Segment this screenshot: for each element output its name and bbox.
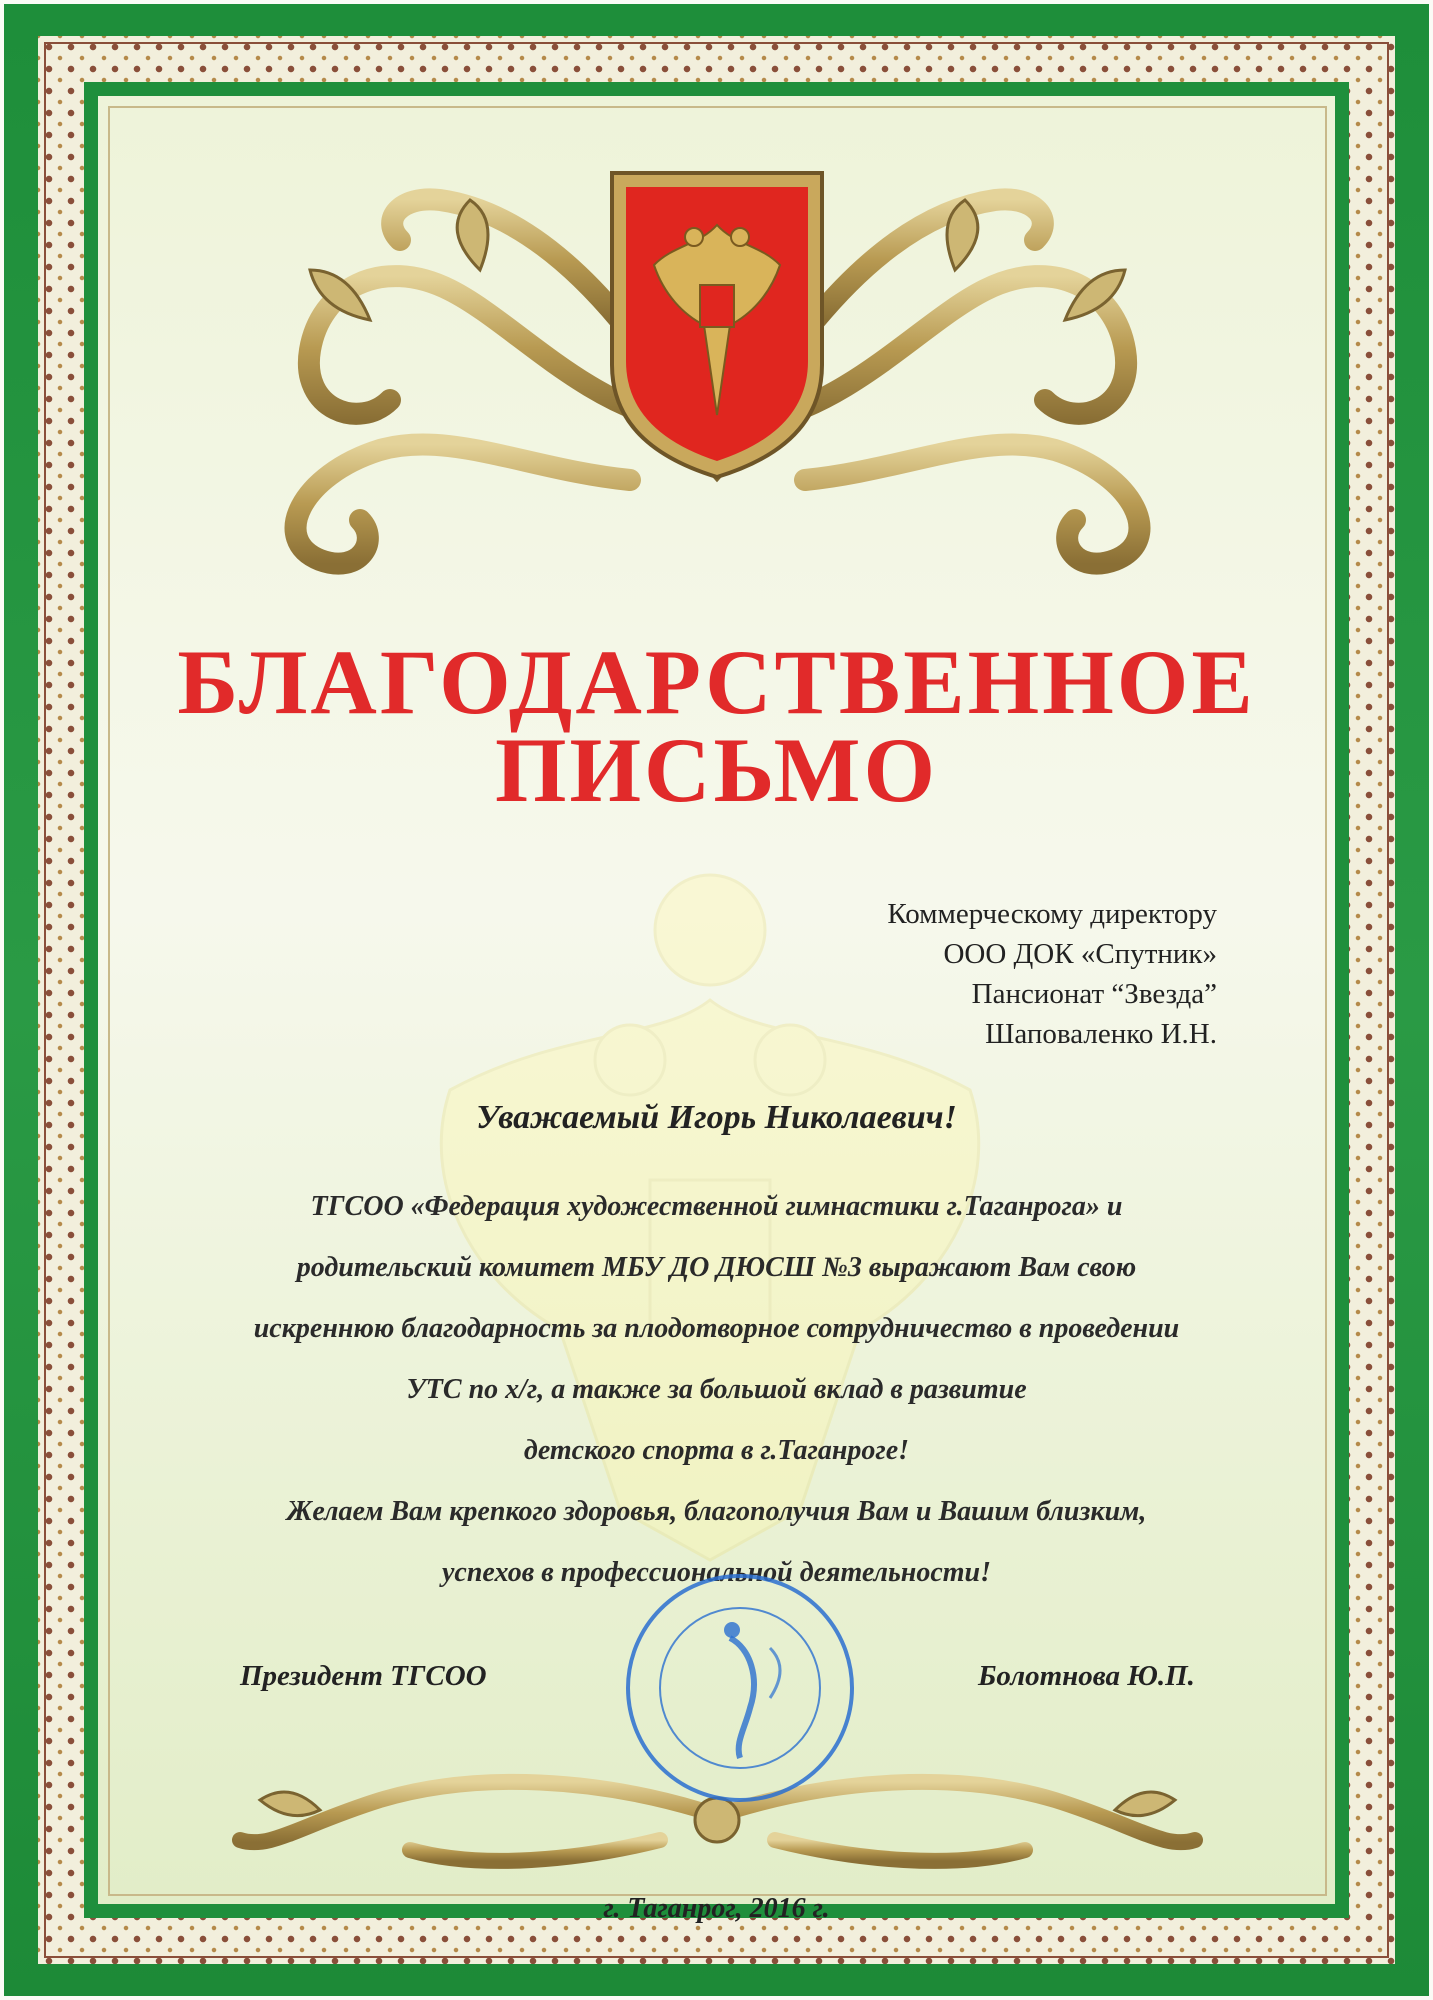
- place-and-year: г. Таганрог, 2016 г.: [603, 1893, 830, 1924]
- body-line: детского спорта в г.Таганроге!: [523, 1435, 910, 1466]
- addressee-line: Пансионат “Звезда”: [971, 978, 1217, 1010]
- addressee-line: ООО ДОК «Спутник»: [943, 938, 1217, 970]
- addressee-block: [887, 894, 1217, 1054]
- letter-body: [180, 1176, 1253, 1603]
- body-line: УТС по х/г, а также за большой вклад в развитие: [406, 1374, 1027, 1405]
- addressee-line: Шаповаленко И.Н.: [985, 1018, 1217, 1050]
- greeting: Уважаемый Игорь Николаевич!: [476, 1099, 957, 1136]
- signature-name: Болотнова Ю.П.: [978, 1660, 1195, 1692]
- coat-of-arms-emblem-icon: [604, 165, 830, 485]
- body-line: родительский комитет МБУ ДО ДЮСШ №3 выражают Вам свою: [296, 1252, 1137, 1283]
- document-title-line-1: БЛАГОДАРСТВЕННОЕ: [177, 631, 1256, 733]
- addressee-line: Коммерческому директору: [887, 898, 1217, 930]
- body-line: ТГСОО «Федерация художественной гимнастики г.Таганрога» и: [310, 1191, 1123, 1222]
- body-line: искреннюю благодарность за плодотворное сотрудничество в проведении: [253, 1313, 1180, 1344]
- signature-title: Президент ТГСОО: [240, 1660, 487, 1692]
- body-line: Желаем Вам крепкого здоровья, благополучия Вам и Вашим близким,: [286, 1496, 1147, 1527]
- body-line: успехов в профессиональной деятельности!: [441, 1557, 991, 1588]
- document-title-line-2: ПИСЬМО: [494, 719, 939, 821]
- organization-seal-stamp: [620, 1568, 860, 1808]
